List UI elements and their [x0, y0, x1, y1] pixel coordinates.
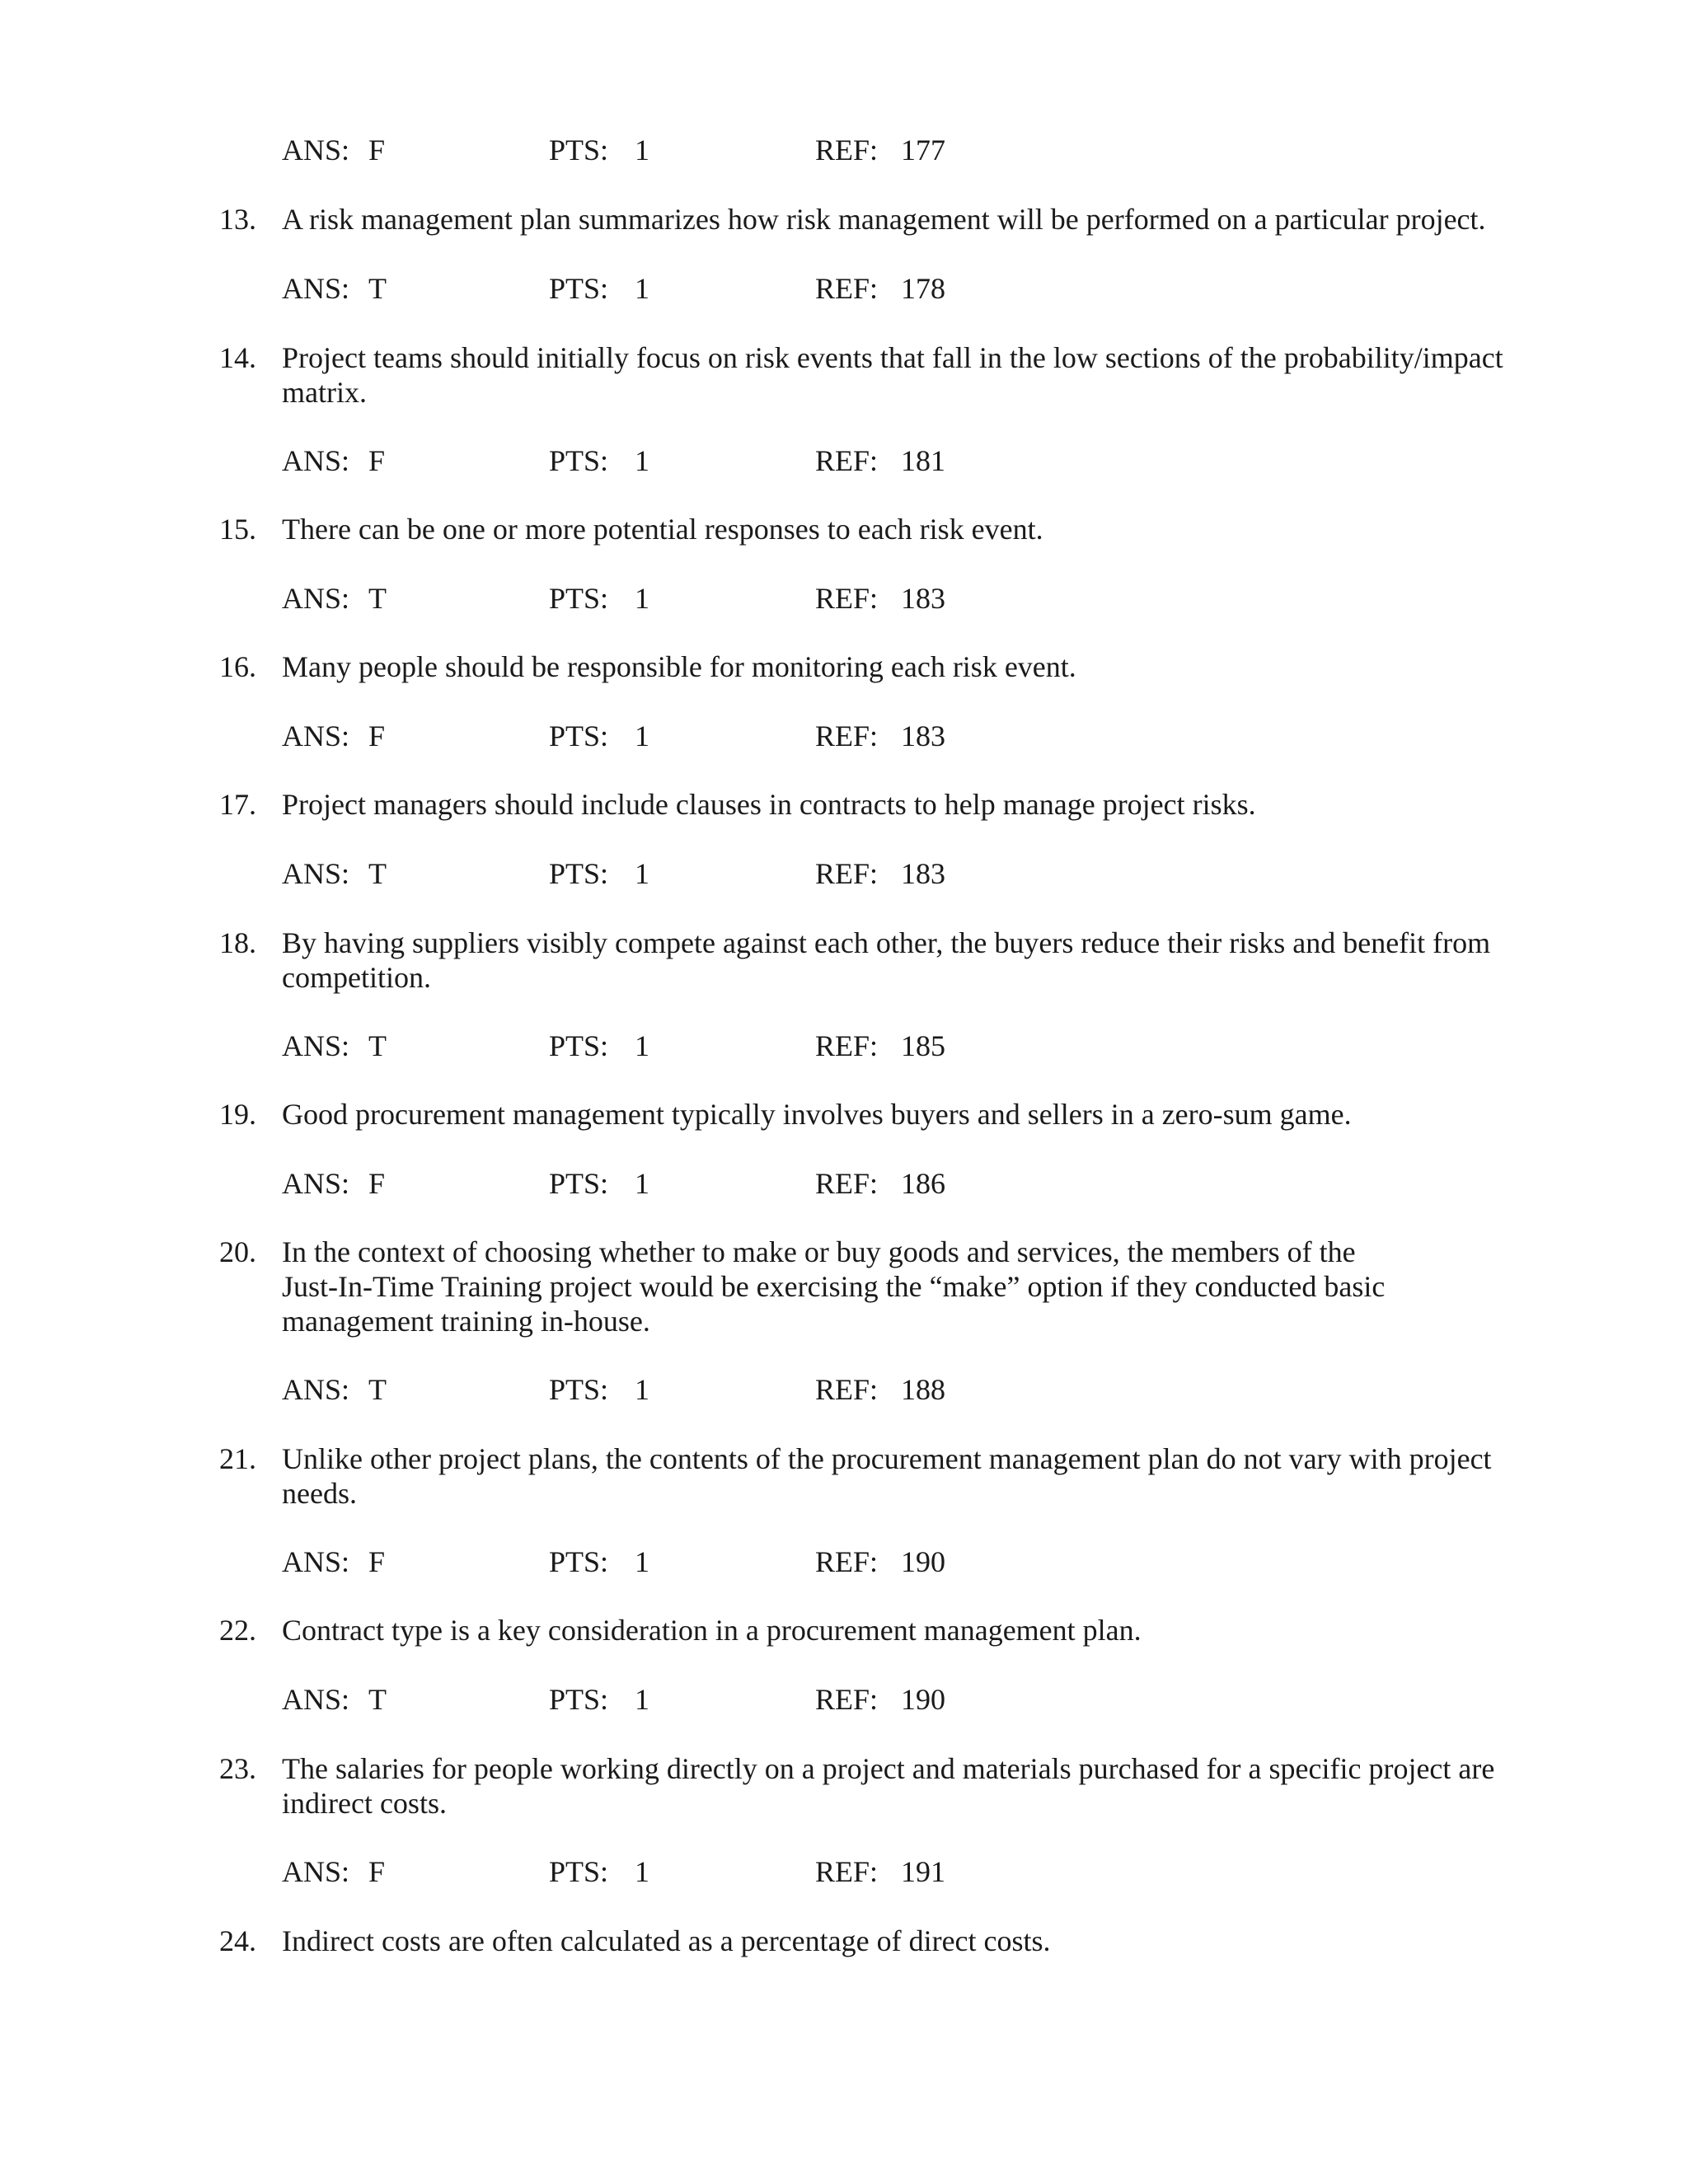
ref-label: REF: — [815, 444, 879, 477]
ans-label: ANS: — [282, 1029, 350, 1062]
ref-value: 183 — [901, 719, 945, 752]
question-text — [282, 1924, 1535, 1958]
question-text — [282, 340, 1535, 410]
pts-value: 1 — [635, 719, 649, 752]
ans-value: F — [368, 1855, 386, 1888]
ans-value: T — [368, 1029, 387, 1062]
question-line: competition. — [282, 961, 431, 994]
ans-value: F — [368, 1545, 386, 1578]
question-number: 22. — [219, 1614, 256, 1647]
answer-row — [0, 1544, 1688, 1579]
ans-label: ANS: — [282, 444, 350, 477]
ref-label: REF: — [815, 134, 879, 166]
ref-value: 190 — [901, 1545, 945, 1578]
answer-row — [0, 856, 1688, 891]
question-line: matrix. — [282, 376, 367, 409]
pts-label: PTS: — [549, 719, 609, 752]
ans-value: T — [368, 1373, 387, 1406]
pts-value: 1 — [635, 857, 649, 890]
pts-value: 1 — [635, 444, 649, 477]
question-number: 16. — [219, 650, 256, 683]
ans-value: F — [368, 444, 386, 477]
ref-label: REF: — [815, 1683, 879, 1716]
ans-label: ANS: — [282, 1855, 350, 1888]
question-text — [282, 512, 1535, 546]
ref-value: 177 — [901, 134, 945, 166]
question-number: 17. — [219, 788, 256, 821]
question-number: 14. — [219, 341, 256, 374]
ans-value: T — [368, 582, 387, 615]
ref-label: REF: — [815, 1373, 879, 1406]
ans-value: T — [368, 272, 387, 305]
ans-value: F — [368, 1167, 386, 1200]
question-line: management training in-house. — [282, 1305, 650, 1338]
pts-value: 1 — [635, 1855, 649, 1888]
question-line: A risk management plan summarizes how risk management will be performed on a particular project. — [282, 203, 1486, 236]
question-number: 19. — [219, 1098, 256, 1131]
ref-value: 186 — [901, 1167, 945, 1200]
ref-value: 178 — [901, 272, 945, 305]
question-number: 24. — [219, 1924, 256, 1957]
ans-label: ANS: — [282, 1373, 350, 1406]
ref-value: 183 — [901, 857, 945, 890]
pts-value: 1 — [635, 1167, 649, 1200]
question-line: In the context of choosing whether to make or buy goods and services, the members of the — [282, 1235, 1356, 1268]
answer-row-12 — [0, 133, 1688, 167]
ref-label: REF: — [815, 272, 879, 305]
answer-row — [0, 271, 1688, 306]
ans-value: F — [368, 719, 386, 752]
ref-value: 181 — [901, 444, 945, 477]
pts-value: 1 — [635, 582, 649, 615]
ans-value: T — [368, 857, 387, 890]
ans-label: ANS: — [282, 134, 350, 166]
pts-label: PTS: — [549, 1167, 609, 1200]
answer-row — [0, 581, 1688, 616]
question-text — [282, 926, 1535, 995]
ref-value: 183 — [901, 582, 945, 615]
answer-row — [0, 719, 1688, 753]
ans-label: ANS: — [282, 857, 350, 890]
ans-value: F — [368, 134, 386, 166]
question-number: 23. — [219, 1752, 256, 1785]
ans-label: ANS: — [282, 272, 350, 305]
pts-value: 1 — [635, 1029, 649, 1062]
ref-value: 191 — [901, 1855, 945, 1888]
question-text — [282, 1751, 1535, 1821]
question-line: Just-In-Time Training project would be exercising the “make” option if they conducted basic — [282, 1270, 1386, 1303]
pts-value: 1 — [635, 1373, 649, 1406]
question-text — [282, 202, 1535, 237]
answer-row — [0, 1682, 1688, 1717]
ans-label: ANS: — [282, 582, 350, 615]
question-line: Project teams should initially focus on risk events that fall in the low sections of the probability/impact — [282, 341, 1503, 374]
question-line: indirect costs. — [282, 1787, 447, 1820]
pts-label: PTS: — [549, 134, 609, 166]
pts-label: PTS: — [549, 1855, 609, 1888]
question-line: Many people should be responsible for monitoring each risk event. — [282, 650, 1076, 683]
ref-label: REF: — [815, 1029, 879, 1062]
question-line: Project managers should include clauses in contracts to help manage project risks. — [282, 788, 1256, 821]
ans-label: ANS: — [282, 719, 350, 752]
ref-label: REF: — [815, 1545, 879, 1578]
question-line: Good procurement management typically involves buyers and sellers in a zero-sum game. — [282, 1098, 1352, 1131]
ans-label: ANS: — [282, 1167, 350, 1200]
ref-label: REF: — [815, 1855, 879, 1888]
pts-value: 1 — [635, 272, 649, 305]
ref-label: REF: — [815, 582, 879, 615]
pts-label: PTS: — [549, 444, 609, 477]
ref-label: REF: — [815, 1167, 879, 1200]
question-number: 20. — [219, 1235, 256, 1268]
question-number: 18. — [219, 926, 256, 959]
question-line: Unlike other project plans, the contents of the procurement management plan do not vary with project — [282, 1442, 1492, 1475]
pts-label: PTS: — [549, 1029, 609, 1062]
question-number: 21. — [219, 1442, 256, 1475]
pts-label: PTS: — [549, 272, 609, 305]
ref-value: 188 — [901, 1373, 945, 1406]
ref-label: REF: — [815, 857, 879, 890]
answer-row — [0, 1166, 1688, 1201]
pts-value: 1 — [635, 1545, 649, 1578]
answer-row — [0, 1029, 1688, 1063]
pts-label: PTS: — [549, 1545, 609, 1578]
pts-label: PTS: — [549, 582, 609, 615]
ans-label: ANS: — [282, 1683, 350, 1716]
pts-label: PTS: — [549, 1373, 609, 1406]
pts-label: PTS: — [549, 1683, 609, 1716]
question-text — [282, 649, 1535, 684]
answer-row — [0, 1372, 1688, 1407]
question-line: There can be one or more potential responses to each risk event. — [282, 513, 1043, 546]
ref-value: 190 — [901, 1683, 945, 1716]
ref-value: 185 — [901, 1029, 945, 1062]
question-line: The salaries for people working directly on a project and materials purchased for a specific project are — [282, 1752, 1495, 1785]
pts-value: 1 — [635, 134, 649, 166]
ans-label: ANS: — [282, 1545, 350, 1578]
question-text — [282, 787, 1535, 822]
question-line: needs. — [282, 1477, 357, 1510]
ans-value: T — [368, 1683, 387, 1716]
question-text — [282, 1441, 1535, 1511]
question-text — [282, 1235, 1535, 1338]
pts-value: 1 — [635, 1683, 649, 1716]
question-number: 15. — [219, 513, 256, 546]
question-text — [282, 1613, 1535, 1647]
question-line: By having suppliers visibly compete against each other, the buyers reduce their risks and benefit from — [282, 926, 1491, 959]
ref-label: REF: — [815, 719, 879, 752]
question-line: Indirect costs are often calculated as a percentage of direct costs. — [282, 1924, 1051, 1957]
pts-label: PTS: — [549, 857, 609, 890]
question-text — [282, 1097, 1535, 1132]
question-number: 13. — [219, 203, 256, 236]
question-line: Contract type is a key consideration in a procurement management plan. — [282, 1614, 1142, 1647]
answer-row — [0, 1854, 1688, 1889]
answer-row — [0, 443, 1688, 478]
